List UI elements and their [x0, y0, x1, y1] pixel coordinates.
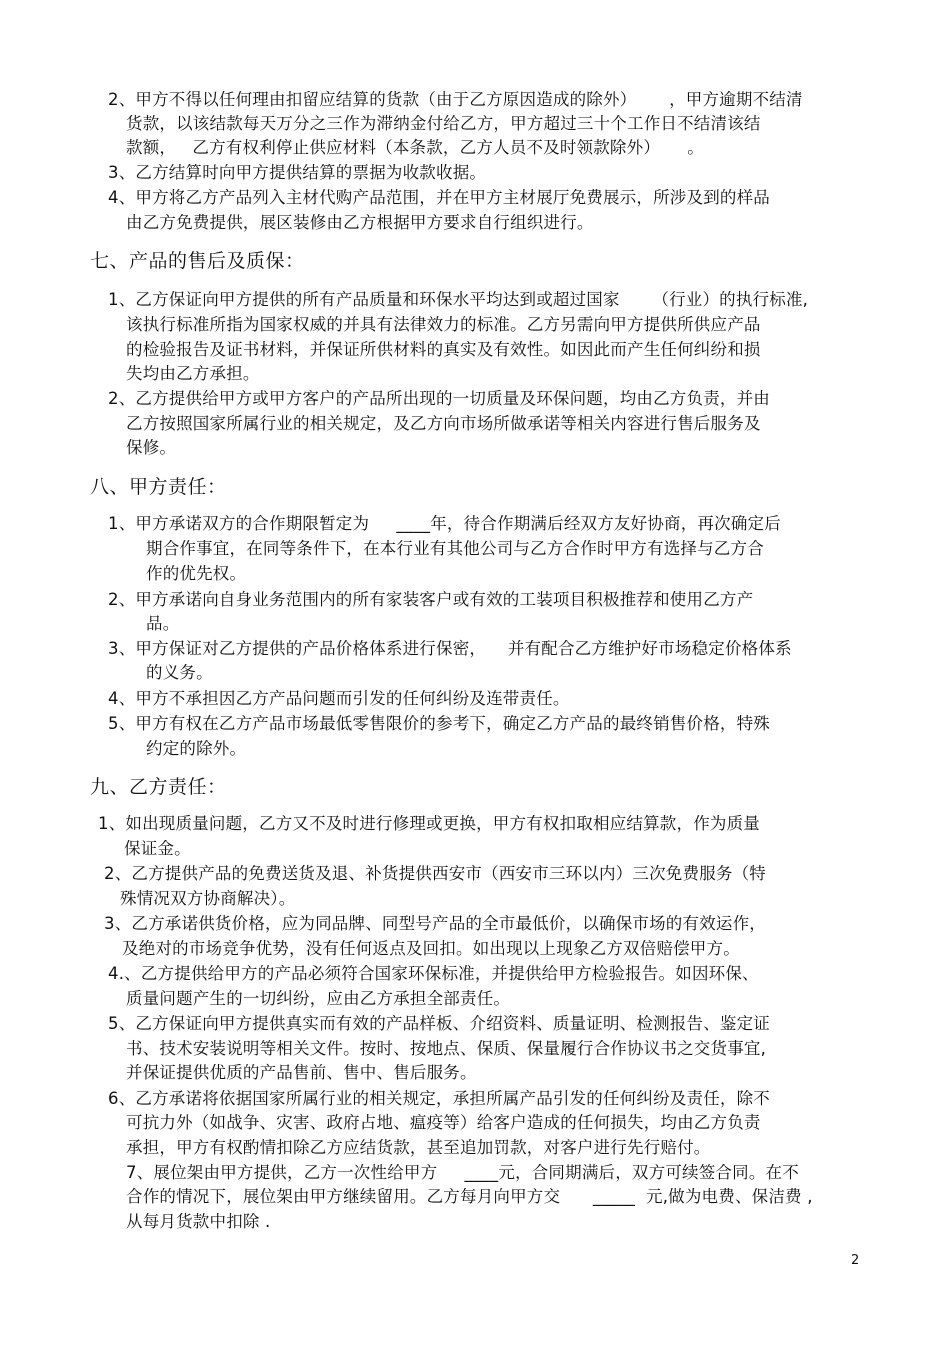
- text-line: 6、乙方承诺将依据国家所属行业的相关规定，承担所属产品引发的任何纠纷及责任，除不: [108, 1089, 770, 1108]
- text-line: 3、乙方承诺供货价格，应为同品牌、同型号产品的全市最低价，以确保市场的有效运作，: [104, 914, 766, 933]
- section-heading: 九、乙方责任：: [90, 776, 227, 798]
- text-line: 货款，以该结款每天万分之三作为滞纳金付给乙方，甲方超过三十个工作日不结清该结: [126, 114, 761, 133]
- text-line: 及绝对的市场竞争优势，没有任何返点及回扣。如出现以上现象乙方双倍赔偿甲方。: [122, 939, 740, 958]
- text-line: 2、乙方提供给甲方或甲方客户的产品所出现的一切质量及环保问题，均由乙方负责，并由: [108, 389, 770, 408]
- text-line: 作的优先权。: [146, 564, 247, 583]
- text-line: 该执行标准所指为国家权威的并具有法律效力的标准。乙方另需向甲方提供所供应产品: [126, 315, 761, 334]
- text-line: 保修。: [126, 438, 177, 457]
- page-number: 2: [851, 1253, 860, 1268]
- text-line: 质量问题产生的一切纠纷，应由乙方承担全部责任。: [126, 989, 511, 1008]
- text-line: 5、甲方有权在乙方产品市场最低零售限价的参考下，确定乙方产品的最终销售价格，特殊: [108, 714, 770, 733]
- text-line: 乙方按照国家所属行业的相关规定，及乙方向市场所做承诺等相关内容进行售后服务及: [126, 414, 761, 433]
- text-line: 可抗力外（如战争、灾害、政府占地、瘟疫等）给客户造成的任何损失，均由乙方负责: [126, 1113, 761, 1132]
- text-line: 殊情况双方协商解决）。: [120, 889, 296, 908]
- text-line: 3、甲方保证对乙方提供的产品价格体系进行保密， 并有配合乙方维护好市场稳定价格体系: [108, 639, 792, 658]
- text-line: 合作的情况下，展位架由甲方继续留用。乙方每月向甲方交 _____ 元,做为电费、保洁费 ,: [126, 1187, 813, 1206]
- text-line: 1、甲方承诺双方的合作期限暂定为 ____年，待合作期满后经双方友好协商，再次确定后: [108, 514, 781, 533]
- text-line: 4、甲方不承担因乙方产品问题而引发的任何纠纷及连带责任。: [108, 689, 570, 708]
- text-line: 1、乙方保证向甲方提供的所有产品质量和环保水平均达到或超过国家 （行业）的执行标准,: [108, 290, 809, 309]
- text-line: 并保证提供优质的产品售前、售中、售后服务。: [126, 1063, 477, 1082]
- text-line: 1、如出现质量问题，乙方又不及时进行修理或更换，甲方有权扣取相应结算款，作为质量: [98, 814, 760, 833]
- text-line: 4、甲方将乙方产品列入主材代购产品范围，并在甲方主材展厅免费展示，所涉及到的样品: [108, 188, 770, 207]
- text-line: 款额， 乙方有权利停止供应材料（本条款，乙方人员不及时领款除外） 。: [126, 138, 704, 157]
- text-line: 期合作事宜，在同等条件下，在本行业有其他公司与乙方合作时甲方有选择与乙方合: [146, 539, 764, 558]
- text-line: 2、乙方提供产品的免费送货及退、补货提供西安市（西安市三环以内）三次免费服务（特: [104, 864, 766, 883]
- text-line: 4.、乙方提供给甲方的产品必须符合国家环保标准，并提供给甲方检验报告。如因环保、: [108, 964, 759, 983]
- text-line: 书、技术安装说明等相关文件。按时、按地点、保质、保量履行合作协议书之交货事宜,: [126, 1039, 767, 1058]
- text-line: 保证金。: [124, 839, 191, 858]
- text-line: 的检验报告及证书材料，并保证所供材料的真实及有效性。如因此而产生任何纠纷和损: [126, 340, 761, 359]
- text-line: 3、乙方结算时向甲方提供结算的票据为收款收据。: [108, 163, 487, 182]
- text-line: 约定的除外。: [146, 739, 247, 758]
- text-line: 承担，甲方有权酌情扣除乙方应结货款，甚至追加罚款，对客户进行先行赔付。: [126, 1138, 711, 1157]
- text-line: 2、甲方承诺向自身业务范围内的所有家装客户或有效的工装项目积极推荐和使用乙方产: [108, 590, 754, 609]
- text-line: 由乙方免费提供，展区装修由乙方根据甲方要求自行组织进行。: [126, 213, 594, 232]
- text-line: 失均由乙方承担。: [126, 364, 260, 383]
- section-heading: 七、产品的售后及质保：: [90, 250, 305, 272]
- text-line: 2、甲方不得以任何理由扣留应结算的货款（由于乙方原因造成的除外） ，甲方逾期不结清: [108, 90, 803, 109]
- text-line: 5、乙方保证向甲方提供真实而有效的产品样板、介绍资料、质量证明、检测报告、鉴定证: [108, 1014, 770, 1033]
- text-line: 品。: [146, 614, 180, 633]
- text-line: 7、展位架由甲方提供，乙方一次性给甲方 ____元，合同期满后，双方可续签合同。在不: [126, 1163, 799, 1182]
- section-heading: 八、甲方责任：: [90, 476, 227, 498]
- text-line: 的义务。: [146, 663, 213, 682]
- text-line: 从每月货款中扣除 .: [126, 1212, 271, 1231]
